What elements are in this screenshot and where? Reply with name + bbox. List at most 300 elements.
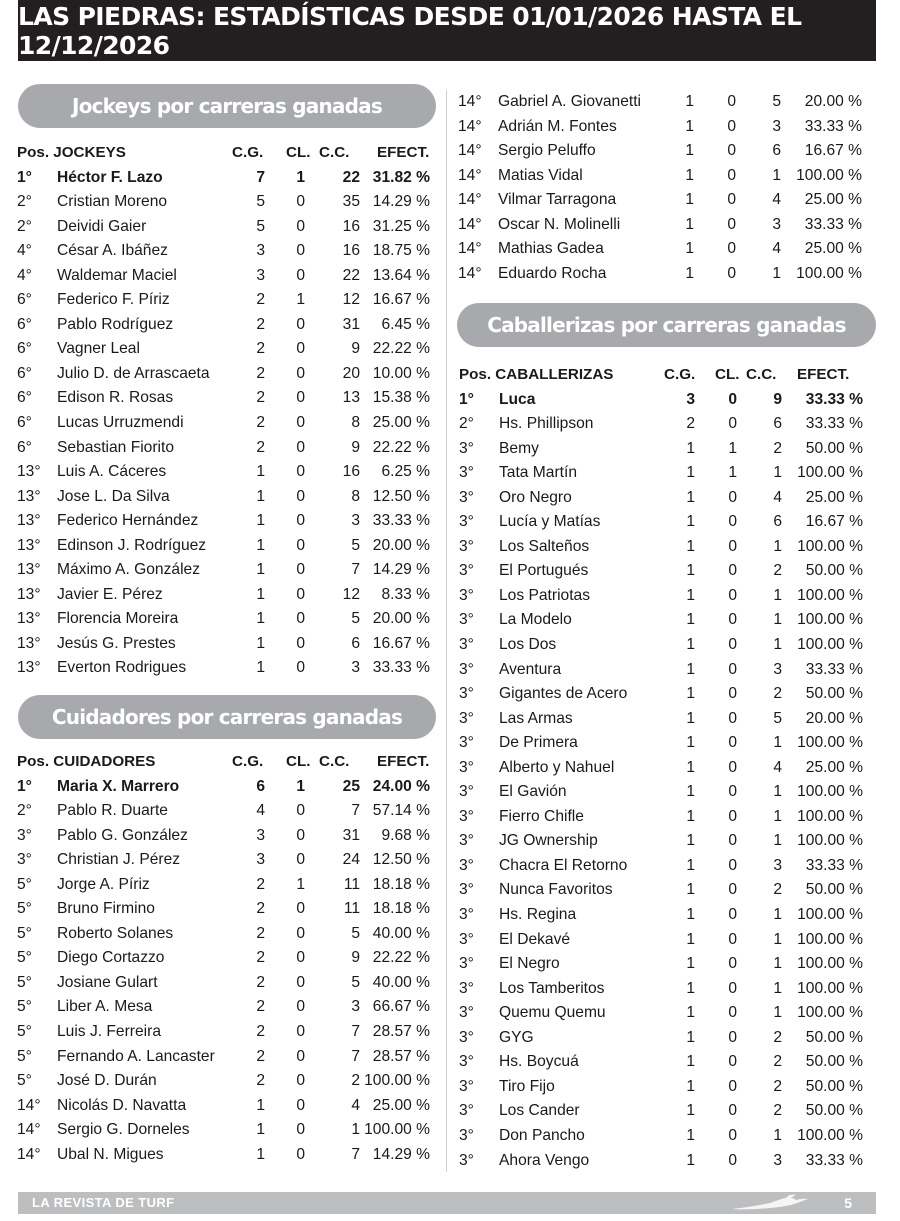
table-row bbox=[17, 337, 437, 362]
table-header bbox=[17, 750, 437, 775]
places: 0 bbox=[728, 488, 737, 506]
races-run: 3 bbox=[773, 856, 782, 874]
efficiency: 33.33 % bbox=[804, 215, 862, 233]
name: Gabriel A. Giovanetti bbox=[498, 93, 642, 110]
races-won: 1 bbox=[685, 142, 694, 160]
races-run: 4 bbox=[772, 191, 781, 209]
name: Sergio Peluffo bbox=[498, 142, 596, 160]
name: Julio D. de Arrascaeta bbox=[57, 364, 210, 382]
places: 0 bbox=[728, 1102, 737, 1120]
name: César A. Ibáñez bbox=[57, 242, 168, 260]
places: 0 bbox=[728, 1004, 737, 1022]
races-won: 2 bbox=[686, 415, 695, 433]
name: Luis A. Cáceres bbox=[57, 463, 167, 481]
name: Máximo A. González bbox=[57, 561, 201, 579]
position: 13° bbox=[17, 536, 41, 554]
name: Waldemar Maciel bbox=[57, 266, 177, 284]
position: 14° bbox=[17, 1096, 41, 1114]
places: 0 bbox=[296, 1121, 305, 1139]
places: 0 bbox=[728, 390, 737, 408]
table-row bbox=[459, 658, 879, 683]
efficiency: 20.00 % bbox=[805, 709, 863, 727]
places: 0 bbox=[296, 659, 305, 677]
efficiency: 100.00 % bbox=[797, 906, 863, 924]
efficiency: 100.00 % bbox=[797, 464, 863, 482]
name: Pablo R. Duarte bbox=[57, 802, 168, 820]
races-run: 1 bbox=[773, 783, 782, 801]
table-row bbox=[459, 510, 879, 535]
page-footer bbox=[18, 1192, 876, 1214]
races-run: 8 bbox=[351, 414, 360, 432]
races-run: 20 bbox=[342, 364, 360, 382]
table-row bbox=[459, 486, 879, 511]
position: 4° bbox=[17, 266, 32, 284]
places: 0 bbox=[728, 1151, 737, 1169]
efficiency: 33.33 % bbox=[805, 390, 863, 408]
races-won: 3 bbox=[686, 390, 695, 408]
position: 2° bbox=[17, 217, 32, 235]
places: 0 bbox=[728, 537, 737, 555]
table-row bbox=[17, 509, 437, 534]
efficiency: 15.38 % bbox=[372, 389, 430, 407]
position: 6° bbox=[17, 389, 32, 407]
position: 13° bbox=[17, 610, 41, 628]
races-won: 3 bbox=[256, 266, 265, 284]
races-run: 4 bbox=[773, 488, 782, 506]
efficiency: 100.00 % bbox=[797, 586, 863, 604]
efficiency: 40.00 % bbox=[372, 973, 430, 991]
name: José D. Durán bbox=[57, 1072, 157, 1090]
position: 14° bbox=[458, 142, 482, 160]
efficiency: 100.00 % bbox=[364, 1121, 430, 1139]
position: 3° bbox=[459, 1102, 474, 1120]
races-run: 11 bbox=[343, 875, 360, 893]
places: 1 bbox=[728, 439, 737, 457]
header-efect: EFECT. bbox=[377, 753, 430, 770]
races-won: 2 bbox=[256, 973, 265, 991]
table-row bbox=[459, 1001, 879, 1026]
efficiency: 100.00 % bbox=[797, 930, 863, 948]
efficiency: 25.00 % bbox=[372, 1096, 430, 1114]
places: 1 bbox=[296, 777, 305, 795]
table-row bbox=[17, 411, 437, 436]
races-run: 1 bbox=[773, 906, 782, 924]
name: Adrián M. Fontes bbox=[498, 117, 617, 135]
name: Matias Vidal bbox=[498, 166, 583, 184]
races-run: 1 bbox=[773, 832, 782, 850]
places: 0 bbox=[727, 117, 736, 135]
position: 3° bbox=[459, 709, 474, 727]
races-run: 1 bbox=[773, 807, 782, 825]
races-won: 2 bbox=[256, 340, 265, 358]
races-run: 12 bbox=[342, 585, 360, 603]
name: JG Ownership bbox=[499, 832, 598, 850]
races-won: 1 bbox=[686, 685, 695, 703]
position: 5° bbox=[17, 949, 32, 967]
name: Sebastian Fiorito bbox=[57, 438, 175, 456]
races-run: 2 bbox=[773, 562, 782, 580]
places: 0 bbox=[728, 562, 737, 580]
name: Bruno Firmino bbox=[57, 900, 155, 918]
table-row bbox=[17, 1143, 437, 1168]
places: 0 bbox=[296, 973, 305, 991]
races-run: 2 bbox=[773, 881, 782, 899]
table-row bbox=[17, 190, 437, 215]
places: 0 bbox=[296, 217, 305, 235]
places: 0 bbox=[728, 660, 737, 678]
efficiency: 33.33 % bbox=[372, 659, 430, 677]
races-run: 1 bbox=[773, 464, 782, 482]
name: Everton Rodrigues bbox=[57, 659, 187, 677]
header-efect: EFECT. bbox=[797, 366, 850, 383]
efficiency: 100.00 % bbox=[797, 537, 863, 555]
name: Tiro Fijo bbox=[499, 1077, 555, 1095]
races-won: 2 bbox=[256, 315, 265, 333]
position: 3° bbox=[459, 464, 474, 482]
races-run: 8 bbox=[351, 487, 360, 505]
table-row bbox=[17, 897, 437, 922]
name: De Primera bbox=[499, 734, 578, 752]
position: 3° bbox=[459, 1053, 474, 1071]
races-run: 4 bbox=[772, 240, 781, 258]
efficiency: 31.25 % bbox=[372, 217, 430, 235]
table-row bbox=[17, 460, 437, 485]
races-won: 1 bbox=[686, 1102, 695, 1120]
places: 0 bbox=[727, 166, 736, 184]
name: Oro Negro bbox=[499, 488, 572, 506]
places: 0 bbox=[728, 1077, 737, 1095]
races-run: 16 bbox=[342, 242, 360, 260]
races-won: 1 bbox=[686, 955, 695, 973]
table-row bbox=[459, 633, 879, 658]
table-row bbox=[459, 1050, 879, 1075]
position: 3° bbox=[459, 636, 474, 654]
efficiency: 28.57 % bbox=[372, 1023, 430, 1041]
name: El Dekavé bbox=[499, 930, 571, 948]
places: 0 bbox=[296, 561, 305, 579]
races-won: 1 bbox=[256, 585, 265, 603]
position: 14° bbox=[458, 264, 482, 282]
races-won: 2 bbox=[256, 875, 265, 893]
name: Federico Hernández bbox=[57, 512, 199, 530]
races-won: 5 bbox=[256, 217, 265, 235]
places: 0 bbox=[728, 1126, 737, 1144]
races-won: 2 bbox=[256, 1072, 265, 1090]
places: 0 bbox=[728, 586, 737, 604]
table-row bbox=[459, 1149, 879, 1174]
races-run: 16 bbox=[342, 463, 360, 481]
efficiency: 25.00 % bbox=[805, 758, 863, 776]
places: 0 bbox=[296, 1096, 305, 1114]
position: 3° bbox=[459, 807, 474, 825]
efficiency: 25.00 % bbox=[805, 488, 863, 506]
position: 3° bbox=[459, 562, 474, 580]
races-won: 1 bbox=[686, 856, 695, 874]
name: Bemy bbox=[499, 439, 539, 457]
table-row bbox=[17, 386, 437, 411]
table-row bbox=[459, 559, 879, 584]
racehorse-icon bbox=[730, 1194, 830, 1212]
table-row bbox=[17, 485, 437, 510]
places: 0 bbox=[728, 734, 737, 752]
places: 0 bbox=[728, 636, 737, 654]
races-won: 1 bbox=[686, 1126, 695, 1144]
position: 3° bbox=[459, 906, 474, 924]
races-run: 1 bbox=[351, 1121, 360, 1139]
efficiency: 12.50 % bbox=[372, 851, 430, 869]
efficiency: 33.33 % bbox=[805, 660, 863, 678]
efficiency: 16.67 % bbox=[372, 634, 430, 652]
table-row bbox=[17, 436, 437, 461]
table-row bbox=[17, 1094, 437, 1119]
races-run: 5 bbox=[772, 93, 781, 110]
races-won: 1 bbox=[686, 1151, 695, 1169]
races-run: 1 bbox=[773, 636, 782, 654]
races-run: 2 bbox=[773, 685, 782, 703]
name: Lucía y Matías bbox=[499, 513, 601, 531]
races-won: 6 bbox=[256, 777, 265, 795]
places: 0 bbox=[296, 1023, 305, 1041]
races-won: 1 bbox=[686, 758, 695, 776]
position: 14° bbox=[458, 117, 482, 135]
places: 0 bbox=[728, 758, 737, 776]
name: Edinson J. Rodríguez bbox=[57, 536, 207, 554]
races-won: 2 bbox=[256, 1047, 265, 1065]
page-title: LAS PIEDRAS: ESTADÍSTICAS DESDE 01/01/2026 HASTA EL 12/12/2026 bbox=[18, 1, 802, 60]
races-won: 1 bbox=[686, 709, 695, 727]
position: 3° bbox=[459, 734, 474, 752]
races-won: 1 bbox=[686, 1077, 695, 1095]
places: 0 bbox=[296, 242, 305, 260]
races-won: 1 bbox=[686, 562, 695, 580]
races-won: 1 bbox=[256, 659, 265, 677]
races-won: 2 bbox=[256, 291, 265, 309]
places: 0 bbox=[728, 513, 737, 531]
places: 0 bbox=[296, 949, 305, 967]
table-row bbox=[17, 995, 437, 1020]
table-row bbox=[459, 608, 879, 633]
races-won: 1 bbox=[686, 930, 695, 948]
table-row bbox=[17, 922, 437, 947]
efficiency: 50.00 % bbox=[805, 562, 863, 580]
races-run: 3 bbox=[773, 1151, 782, 1169]
places: 0 bbox=[296, 998, 305, 1016]
efficiency: 50.00 % bbox=[805, 685, 863, 703]
races-won: 1 bbox=[686, 586, 695, 604]
places: 0 bbox=[728, 807, 737, 825]
races-won: 1 bbox=[686, 537, 695, 555]
efficiency: 10.00 % bbox=[372, 364, 430, 382]
position: 3° bbox=[459, 488, 474, 506]
places: 0 bbox=[728, 709, 737, 727]
name: El Gavión bbox=[499, 783, 567, 801]
races-run: 9 bbox=[773, 390, 782, 408]
table-row bbox=[458, 115, 878, 140]
races-run: 22 bbox=[342, 266, 360, 284]
table-row bbox=[459, 780, 879, 805]
name: Deividi Gaier bbox=[57, 217, 147, 235]
table-row bbox=[459, 707, 879, 732]
efficiency: 100.00 % bbox=[797, 1004, 863, 1022]
position: 14° bbox=[17, 1121, 41, 1139]
races-run: 24 bbox=[342, 851, 360, 869]
efficiency: 18.75 % bbox=[372, 242, 430, 260]
position: 13° bbox=[17, 512, 41, 530]
races-won: 1 bbox=[256, 610, 265, 628]
table-row bbox=[17, 215, 437, 240]
races-won: 1 bbox=[685, 215, 694, 233]
efficiency: 33.33 % bbox=[805, 1151, 863, 1169]
races-won: 1 bbox=[686, 906, 695, 924]
table-row bbox=[459, 461, 879, 486]
efficiency: 25.00 % bbox=[804, 240, 862, 258]
position: 3° bbox=[459, 758, 474, 776]
efficiency: 16.67 % bbox=[372, 291, 430, 309]
name: Gigantes de Acero bbox=[499, 685, 628, 703]
efficiency: 100.00 % bbox=[796, 264, 862, 282]
races-run: 25 bbox=[342, 777, 360, 795]
position: 3° bbox=[459, 832, 474, 850]
places: 0 bbox=[728, 832, 737, 850]
races-run: 2 bbox=[773, 1077, 782, 1095]
places: 0 bbox=[296, 340, 305, 358]
efficiency: 14.29 % bbox=[372, 1145, 430, 1163]
position: 14° bbox=[458, 191, 482, 209]
races-run: 2 bbox=[773, 1028, 782, 1046]
races-run: 35 bbox=[342, 193, 360, 211]
position: 6° bbox=[17, 315, 32, 333]
efficiency: 6.45 % bbox=[381, 315, 430, 333]
efficiency: 100.00 % bbox=[797, 636, 863, 654]
races-run: 1 bbox=[773, 955, 782, 973]
table-row bbox=[17, 239, 437, 264]
name: Alberto y Nahuel bbox=[499, 758, 615, 776]
races-run: 1 bbox=[773, 734, 782, 752]
places: 1 bbox=[296, 875, 305, 893]
efficiency: 66.67 % bbox=[372, 998, 430, 1016]
position: 3° bbox=[459, 586, 474, 604]
places: 0 bbox=[728, 906, 737, 924]
header-cc: C.C. bbox=[319, 144, 350, 161]
jockeys-section-title-text: Jockeys por carreras ganadas bbox=[72, 94, 382, 118]
name: Fernando A. Lancaster bbox=[57, 1047, 215, 1065]
races-won: 1 bbox=[686, 611, 695, 629]
efficiency: 100.00 % bbox=[797, 611, 863, 629]
races-won: 1 bbox=[686, 513, 695, 531]
races-won: 2 bbox=[256, 949, 265, 967]
table-row bbox=[459, 731, 879, 756]
table-row bbox=[17, 313, 437, 338]
name: Nicolás D. Navatta bbox=[57, 1096, 187, 1114]
table-row bbox=[459, 535, 879, 560]
efficiency: 33.33 % bbox=[805, 415, 863, 433]
places: 0 bbox=[296, 463, 305, 481]
efficiency: 24.00 % bbox=[372, 777, 430, 795]
races-run: 1 bbox=[773, 930, 782, 948]
name: Javier E. Pérez bbox=[57, 585, 163, 603]
races-won: 1 bbox=[686, 439, 695, 457]
efficiency: 31.82 % bbox=[372, 168, 430, 186]
races-won: 1 bbox=[685, 264, 694, 282]
table-row bbox=[459, 829, 879, 854]
races-run: 3 bbox=[773, 660, 782, 678]
name: La Modelo bbox=[499, 611, 572, 629]
races-run: 12 bbox=[342, 291, 360, 309]
position: 14° bbox=[458, 166, 482, 184]
header-cc: C.C. bbox=[746, 366, 777, 383]
table-row bbox=[459, 952, 879, 977]
efficiency: 28.57 % bbox=[372, 1047, 430, 1065]
name: Quemu Quemu bbox=[499, 1004, 606, 1022]
table-row bbox=[459, 1026, 879, 1051]
races-run: 1 bbox=[773, 1126, 782, 1144]
races-won: 1 bbox=[256, 1121, 265, 1139]
races-won: 1 bbox=[256, 1145, 265, 1163]
position: 5° bbox=[17, 973, 32, 991]
position: 6° bbox=[17, 364, 32, 382]
efficiency: 20.00 % bbox=[372, 536, 430, 554]
efficiency: 22.22 % bbox=[372, 438, 430, 456]
table-row bbox=[17, 288, 437, 313]
efficiency: 100.00 % bbox=[796, 166, 862, 184]
name: El Portugués bbox=[499, 562, 589, 580]
table-header bbox=[17, 141, 437, 166]
table-row bbox=[17, 362, 437, 387]
places: 0 bbox=[296, 414, 305, 432]
name: Luca bbox=[499, 390, 536, 408]
races-run: 7 bbox=[351, 1145, 360, 1163]
table-row bbox=[17, 824, 437, 849]
efficiency: 22.22 % bbox=[372, 949, 430, 967]
cuidadores-section-title-text: Cuidadores por carreras ganadas bbox=[51, 705, 403, 729]
position: 3° bbox=[459, 979, 474, 997]
name: Federico F. Píriz bbox=[57, 291, 170, 309]
places: 0 bbox=[296, 315, 305, 333]
position: 3° bbox=[459, 1077, 474, 1095]
name: Nunca Favoritos bbox=[499, 881, 613, 899]
column-divider bbox=[446, 90, 447, 1172]
table-row bbox=[459, 1099, 879, 1124]
efficiency: 18.18 % bbox=[372, 900, 430, 918]
name: Liber A. Mesa bbox=[57, 998, 153, 1016]
races-won: 1 bbox=[686, 464, 695, 482]
position: 3° bbox=[459, 783, 474, 801]
position: 3° bbox=[17, 826, 32, 844]
efficiency: 33.33 % bbox=[805, 856, 863, 874]
races-run: 5 bbox=[351, 973, 360, 991]
name: Los Patriotas bbox=[499, 586, 591, 604]
name: Florencia Moreira bbox=[57, 610, 179, 628]
races-won: 3 bbox=[256, 851, 265, 869]
name: Cristian Moreno bbox=[57, 193, 168, 211]
name: El Negro bbox=[499, 955, 560, 973]
header-cc: C.C. bbox=[319, 753, 350, 770]
caballerizas-table bbox=[459, 363, 879, 1173]
name: Sergio G. Dorneles bbox=[57, 1121, 190, 1139]
races-won: 1 bbox=[256, 1096, 265, 1114]
table-row bbox=[17, 656, 437, 681]
races-run: 2 bbox=[351, 1072, 360, 1090]
name: Eduardo Rocha bbox=[498, 264, 607, 282]
places: 1 bbox=[728, 464, 737, 482]
position: 6° bbox=[17, 291, 32, 309]
position: 14° bbox=[17, 1145, 41, 1163]
name: Don Pancho bbox=[499, 1126, 585, 1144]
races-run: 5 bbox=[773, 709, 782, 727]
races-run: 11 bbox=[343, 900, 360, 918]
position: 5° bbox=[17, 924, 32, 942]
table-row bbox=[17, 1045, 437, 1070]
